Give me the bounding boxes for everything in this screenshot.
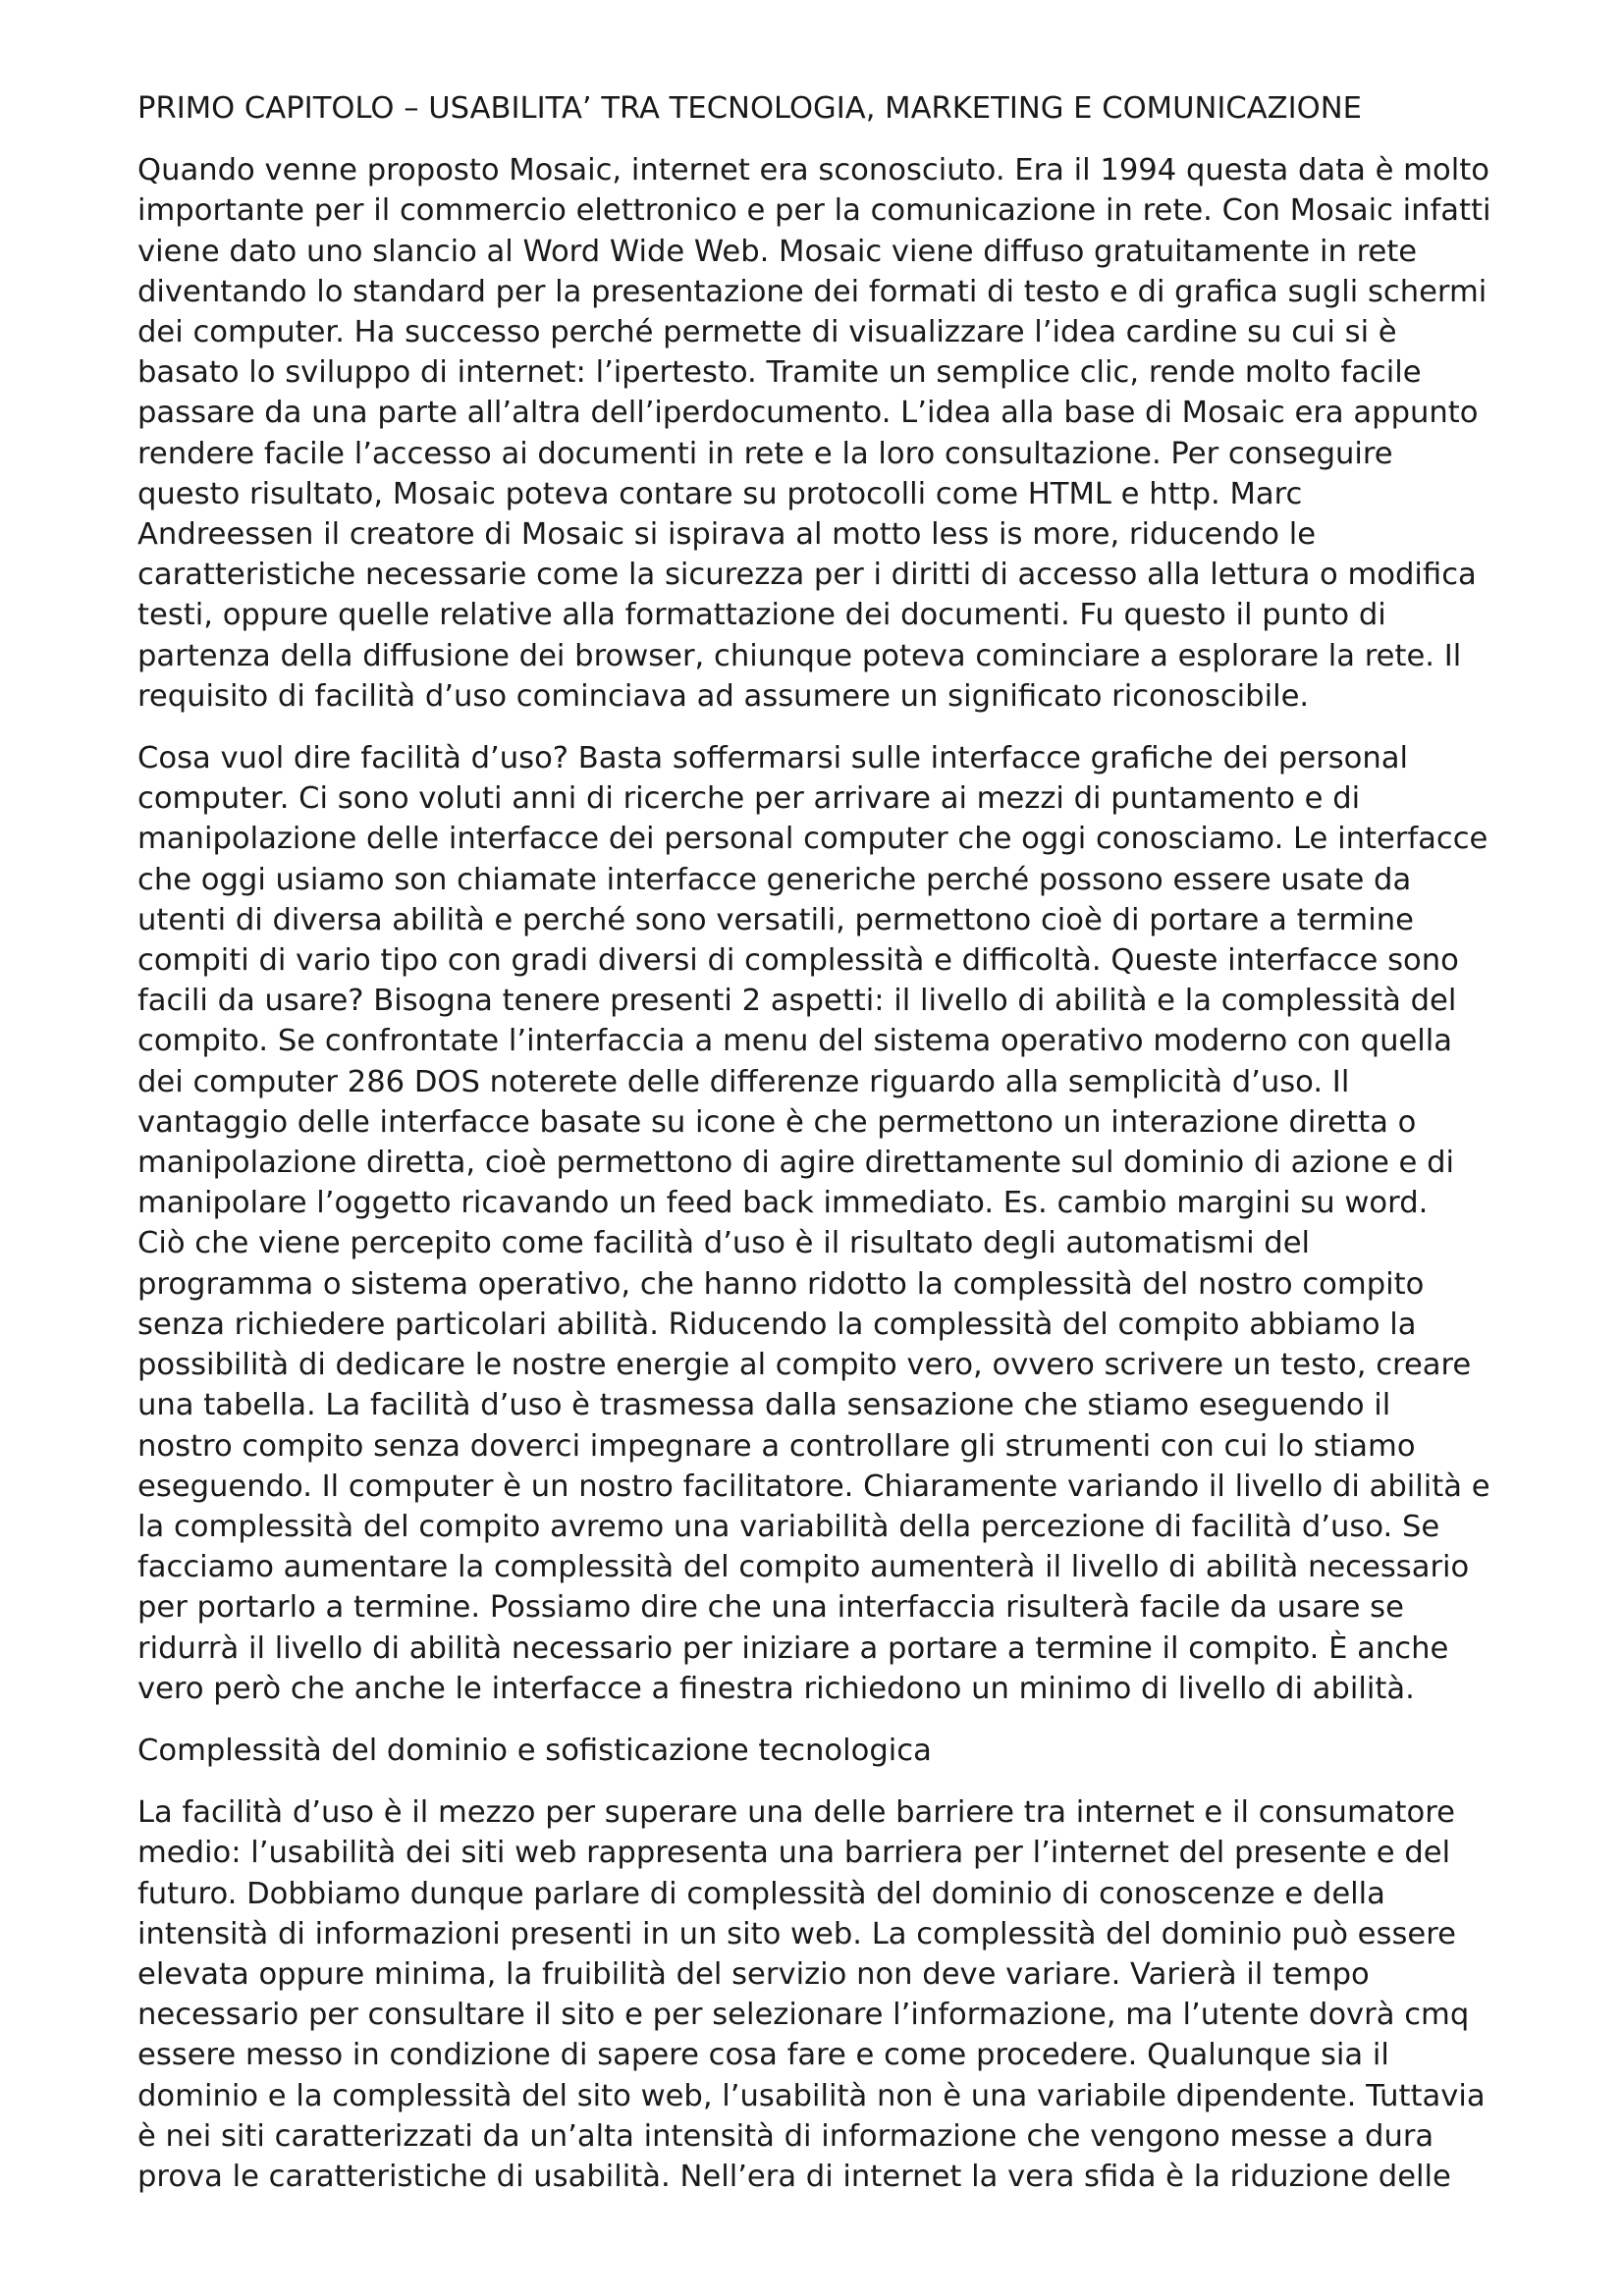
text-line: per portarlo a termine. Possiamo dire che una interfaccia risulterà facile da usare se — [137, 1590, 1404, 1626]
paragraph-domain-complexity — [137, 1792, 1492, 2197]
text-line: senza richiedere particolari abilità. Riducendo la complessità del compito abbiamo la — [137, 1307, 1417, 1342]
text-line: testi, oppure quelle relative alla formattazione dei documenti. Fu questo il punto di — [137, 598, 1386, 633]
document-page — [137, 88, 1492, 2218]
text-line: requisito di facilità d’uso cominciava ad assumere un significato riconoscibile. — [137, 678, 1310, 714]
text-line: la complessità del compito avremo una variabilità della percezione di facilità d’uso. Se — [137, 1509, 1440, 1544]
text-line: dominio e la complessità del sito web, l’usabilità non è una variabile dipendente. Tuttavia — [137, 2078, 1486, 2113]
text-line: partenza della diffusione dei browser, chiunque poteva cominciare a esplorare la rete. Il — [137, 638, 1462, 673]
text-line: compiti di vario tipo con gradi diversi di complessità e difficoltà. Queste interfacce sono — [137, 943, 1459, 979]
text-line: importante per il commercio elettronico e per la comunicazione in rete. Con Mosaic infatti — [137, 193, 1491, 229]
text-line: elevata oppure minima, la fruibilità del servizio non deve variare. Varierà il tempo — [137, 1956, 1370, 1992]
text-line: Andreessen il creatore di Mosaic si ispirava al motto less is more, riducendo le — [137, 517, 1317, 553]
text-line: è nei siti caratterizzati da un’alta intensità di informazione che vengono messe a dura — [137, 2118, 1434, 2154]
text-line: medio: l’usabilità dei siti web rappresenta una barriera per l’internet del presente e del — [137, 1836, 1451, 1871]
text-line: futuro. Dobbiamo dunque parlare di complessità del dominio di conoscenze e della — [137, 1876, 1385, 1911]
text-line: passare da una parte all’altra dell’iperdocumento. L’idea alla base di Mosaic era appunto — [137, 396, 1479, 431]
text-line: dei computer. Ha successo perché permette di visualizzare l’idea cardine su cui si è — [137, 315, 1397, 350]
text-line: questo risultato, Mosaic poteva contare su protocolli come HTML e http. Marc — [137, 476, 1303, 511]
chapter-title: PRIMO CAPITOLO – USABILITA’ TRA TECNOLOGIA, MARKETING E COMUNICAZIONE — [137, 91, 1362, 126]
text-line: rendere facile l’accesso ai documenti in rete e la loro consultazione. Per conseguire — [137, 436, 1393, 471]
text-line: programma o sistema operativo, che hanno ridotto la complessità del nostro compito — [137, 1266, 1425, 1302]
text-line: diventando lo standard per la presentazione dei formati di testo e di grafica sugli schermi — [137, 274, 1488, 309]
text-line: che oggi usiamo son chiamate interfacce generiche perché possono essere usate da — [137, 862, 1412, 897]
text-line: manipolazione diretta, cioè permettono di agire direttamente sul dominio di azione e di — [137, 1146, 1455, 1181]
text-line: Ciò che viene percepito come facilità d’uso è il risultato degli automatismi del — [137, 1226, 1311, 1261]
text-line: Quando venne proposto Mosaic, internet era sconosciuto. Era il 1994 questa data è molto — [137, 153, 1489, 188]
paragraph-mosaic-history — [137, 150, 1492, 717]
section-heading: Complessità del dominio e sofisticazione tecnologica — [137, 1733, 932, 1768]
text-line: intensità di informazioni presenti in un sito web. La complessità del dominio può essere — [137, 1916, 1456, 1951]
text-line: dei computer 286 DOS noterete delle differenze riguardo alla semplicità d’uso. Il — [137, 1064, 1350, 1099]
paragraph-ease-of-use — [137, 738, 1492, 1709]
text-line: possibilità di dedicare le nostre energie al compito vero, ovvero scrivere un testo, creare — [137, 1348, 1472, 1383]
text-line: essere messo in condizione di sapere cosa fare e come procedere. Qualunque sia il — [137, 2038, 1389, 2073]
text-line: una tabella. La facilità d’uso è trasmessa dalla sensazione che stiamo eseguendo il — [137, 1388, 1391, 1423]
text-line: eseguendo. Il computer è un nostro facilitatore. Chiaramente variando il livello di abilità e — [137, 1468, 1490, 1504]
text-line: prova le caratteristiche di usabilità. Nell’era di internet la vera sfida è la riduzione delle — [137, 2159, 1451, 2194]
text-line: compito. Se confrontate l’interfaccia a menu del sistema operativo moderno con quella — [137, 1024, 1453, 1059]
text-line: Cosa vuol dire facilità d’uso? Basta soffermarsi sulle interfacce grafiche dei personal — [137, 741, 1409, 776]
text-line: necessario per consultare il sito e per selezionare l’informazione, ma l’utente dovrà cmq — [137, 1998, 1470, 2033]
text-line: manipolare l’oggetto ricavando un feed back immediato. Es. cambio margini su word. — [137, 1186, 1429, 1221]
text-line: vero però che anche le interfacce a finestra richiedono un minimo di livello di abilità. — [137, 1671, 1415, 1706]
text-line: La facilità d’uso è il mezzo per superare una delle barriere tra internet e il consumatore — [137, 1795, 1455, 1831]
text-line: manipolazione delle interfacce dei personal computer che oggi conosciamo. Le interfacce — [137, 822, 1488, 857]
text-line: facili da usare? Bisogna tenere presenti 2 aspetti: il livello di abilità e la complessità del — [137, 984, 1457, 1019]
text-line: vantaggio delle interfacce basate su icone è che permettono un interazione diretta o — [137, 1104, 1417, 1140]
text-line: computer. Ci sono voluti anni di ricerche per arrivare ai mezzi di puntamento e di — [137, 781, 1361, 817]
text-line: facciamo aumentare la complessità del compito aumenterà il livello di abilità necessario — [137, 1550, 1470, 1585]
text-line: basato lo sviluppo di internet: l’ipertesto. Tramite un semplice clic, rende molto facile — [137, 355, 1422, 391]
text-line: utenti di diversa abilità e perché sono versatili, permettono cioè di portare a termine — [137, 902, 1414, 937]
text-line: nostro compito senza doverci impegnare a controllare gli strumenti con cui lo stiamo — [137, 1428, 1416, 1464]
text-line: ridurrà il livello di abilità necessario per iniziare a portare a termine il compito. È anche — [137, 1630, 1449, 1666]
text-line: caratteristiche necessarie come la sicurezza per i diritti di accesso alla lettura o modifica — [137, 558, 1477, 593]
text-line: viene dato uno slancio al Word Wide Web. Mosaic viene diffuso gratuitamente in rete — [137, 234, 1418, 269]
